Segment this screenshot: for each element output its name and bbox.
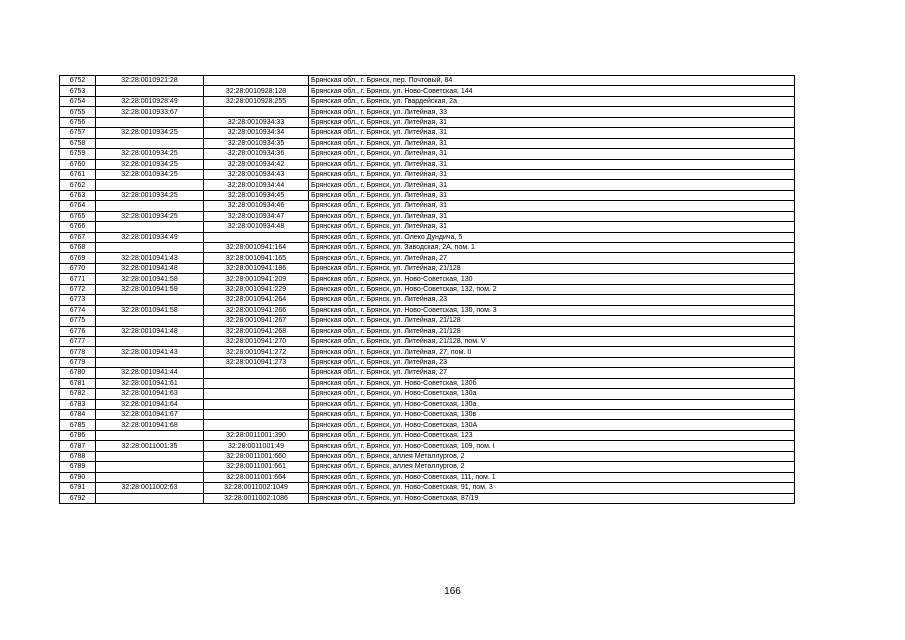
- table-row: [60, 389, 795, 399]
- address-cell: Брянская обл., г. Брянск, ул. Литейная, 23: [309, 357, 795, 367]
- new-cadastral-number-cell: [204, 399, 309, 409]
- new-cadastral-number-cell: 32:28:0010941:186: [204, 263, 309, 273]
- old-cadastral-number-cell: [96, 117, 204, 127]
- row-number-cell: 6785: [60, 420, 96, 430]
- address-cell: Брянская обл., г. Брянск, ул. Литейная, 27: [309, 368, 795, 378]
- address-cell: Брянская обл., г. Брянск, ул. Литейная, 31: [309, 117, 795, 127]
- row-number-cell: 6754: [60, 96, 96, 106]
- table-row: [60, 211, 795, 221]
- records-table-body: [60, 76, 795, 504]
- row-number-cell: 6768: [60, 243, 96, 253]
- new-cadastral-number-cell: 32:28:0010941:229: [204, 284, 309, 294]
- new-cadastral-number-cell: 32:28:0010941:264: [204, 295, 309, 305]
- table-row: [60, 253, 795, 263]
- table-row: [60, 96, 795, 106]
- row-number-cell: 6757: [60, 128, 96, 138]
- row-number-cell: 6788: [60, 451, 96, 461]
- table-row: [60, 159, 795, 169]
- old-cadastral-number-cell: 32:28:0010934:25: [96, 211, 204, 221]
- row-number-cell: 6755: [60, 107, 96, 117]
- old-cadastral-number-cell: [96, 138, 204, 148]
- table-row: [60, 336, 795, 346]
- old-cadastral-number-cell: 32:28:0010941:48: [96, 263, 204, 273]
- address-cell: Брянская обл., г. Брянск, ул. Ново-Советская, 87/19: [309, 493, 795, 503]
- old-cadastral-number-cell: [96, 462, 204, 472]
- address-cell: Брянская обл., г. Брянск, ул. Ново-Советская, 130в: [309, 410, 795, 420]
- new-cadastral-number-cell: [204, 368, 309, 378]
- row-number-cell: 6787: [60, 441, 96, 451]
- old-cadastral-number-cell: [96, 430, 204, 440]
- table-row: [60, 128, 795, 138]
- row-number-cell: 6766: [60, 222, 96, 232]
- old-cadastral-number-cell: 32:28:0010941:59: [96, 284, 204, 294]
- address-cell: Брянская обл., г. Брянск, пер. Почтовый, 84: [309, 76, 795, 86]
- old-cadastral-number-cell: 32:28:0010934:49: [96, 232, 204, 242]
- table-row: [60, 326, 795, 336]
- old-cadastral-number-cell: 32:28:0010934:25: [96, 149, 204, 159]
- row-number-cell: 6765: [60, 211, 96, 221]
- address-cell: Брянская обл., г. Брянск, ул. Литейная, 23: [309, 295, 795, 305]
- table-row: [60, 243, 795, 253]
- old-cadastral-number-cell: [96, 472, 204, 482]
- address-cell: Брянская обл., г. Брянск, ул. Ново-Советская, 130а: [309, 399, 795, 409]
- address-cell: Брянская обл., г. Брянск, ул. Литейная, 31: [309, 201, 795, 211]
- new-cadastral-number-cell: 32:28:0010941:267: [204, 316, 309, 326]
- new-cadastral-number-cell: 32:28:0011001:661: [204, 462, 309, 472]
- new-cadastral-number-cell: 32:28:0010934:34: [204, 128, 309, 138]
- row-number-cell: 6767: [60, 232, 96, 242]
- old-cadastral-number-cell: 32:28:0010933:67: [96, 107, 204, 117]
- old-cadastral-number-cell: 32:28:0010941:67: [96, 410, 204, 420]
- row-number-cell: 6756: [60, 117, 96, 127]
- table-row: [60, 462, 795, 472]
- address-cell: Брянская обл., г. Брянск, ул. Заводская, 2А, пом. 1: [309, 243, 795, 253]
- address-cell: Брянская обл., г. Брянск, ул. Литейная, 21/128: [309, 263, 795, 273]
- new-cadastral-number-cell: 32:28:0011001:664: [204, 472, 309, 482]
- row-number-cell: 6784: [60, 410, 96, 420]
- old-cadastral-number-cell: 32:28:0011001:35: [96, 441, 204, 451]
- old-cadastral-number-cell: 32:28:0010934:25: [96, 169, 204, 179]
- row-number-cell: 6786: [60, 430, 96, 440]
- address-cell: Брянская обл., г. Брянск, ул. Литейная, 31: [309, 169, 795, 179]
- table-row: [60, 76, 795, 86]
- new-cadastral-number-cell: 32:28:0010941:209: [204, 274, 309, 284]
- new-cadastral-number-cell: 32:28:0010934:43: [204, 169, 309, 179]
- row-number-cell: 6769: [60, 253, 96, 263]
- row-number-cell: 6780: [60, 368, 96, 378]
- address-cell: Брянская обл., г. Брянск, ул. Ново-Советская, 130, пом. 3: [309, 305, 795, 315]
- old-cadastral-number-cell: 32:28:0010941:43: [96, 253, 204, 263]
- row-number-cell: 6778: [60, 347, 96, 357]
- page-number: 166: [444, 586, 461, 597]
- row-number-cell: 6759: [60, 149, 96, 159]
- old-cadastral-number-cell: 32:28:0010928:49: [96, 96, 204, 106]
- table-row: [60, 493, 795, 503]
- old-cadastral-number-cell: 32:28:0010941:44: [96, 368, 204, 378]
- table-row: [60, 274, 795, 284]
- row-number-cell: 6792: [60, 493, 96, 503]
- new-cadastral-number-cell: 32:28:0010928:255: [204, 96, 309, 106]
- new-cadastral-number-cell: 32:28:0011001:49: [204, 441, 309, 451]
- row-number-cell: 6760: [60, 159, 96, 169]
- new-cadastral-number-cell: [204, 232, 309, 242]
- old-cadastral-number-cell: 32:28:0010934:25: [96, 190, 204, 200]
- records-table: [59, 75, 795, 504]
- table-row: [60, 357, 795, 367]
- old-cadastral-number-cell: [96, 336, 204, 346]
- old-cadastral-number-cell: [96, 180, 204, 190]
- table-row: [60, 472, 795, 482]
- address-cell: Брянская обл., г. Брянск, ул. Литейная, 31: [309, 159, 795, 169]
- new-cadastral-number-cell: [204, 389, 309, 399]
- row-number-cell: 6791: [60, 483, 96, 493]
- old-cadastral-number-cell: [96, 295, 204, 305]
- new-cadastral-number-cell: 32:28:0010934:46: [204, 201, 309, 211]
- new-cadastral-number-cell: 32:28:0010934:36: [204, 149, 309, 159]
- new-cadastral-number-cell: 32:28:0010941:266: [204, 305, 309, 315]
- new-cadastral-number-cell: 32:28:0011001:660: [204, 451, 309, 461]
- table-row: [60, 410, 795, 420]
- table-row: [60, 305, 795, 315]
- old-cadastral-number-cell: [96, 451, 204, 461]
- new-cadastral-number-cell: 32:28:0010934:45: [204, 190, 309, 200]
- table-row: [60, 284, 795, 294]
- new-cadastral-number-cell: [204, 410, 309, 420]
- new-cadastral-number-cell: [204, 107, 309, 117]
- address-cell: Брянская обл., г. Брянск, ул. Ново-Советская, 109, пом. I: [309, 441, 795, 451]
- address-cell: Брянская обл., г. Брянск, ул. Литейная, 31: [309, 149, 795, 159]
- table-row: [60, 169, 795, 179]
- row-number-cell: 6774: [60, 305, 96, 315]
- old-cadastral-number-cell: 32:28:0010921:28: [96, 76, 204, 86]
- old-cadastral-number-cell: 32:28:0010941:58: [96, 305, 204, 315]
- address-cell: Брянская обл., г. Брянск, ул. Ново-Советская, 130: [309, 274, 795, 284]
- address-cell: Брянская обл., г. Брянск, ул. Литейная, 21/128: [309, 316, 795, 326]
- old-cadastral-number-cell: 32:28:0010941:64: [96, 399, 204, 409]
- table-row: [60, 368, 795, 378]
- new-cadastral-number-cell: 32:28:0010941:273: [204, 357, 309, 367]
- new-cadastral-number-cell: 32:28:0010928:128: [204, 86, 309, 96]
- new-cadastral-number-cell: 32:28:0010941:164: [204, 243, 309, 253]
- new-cadastral-number-cell: 32:28:0010941:165: [204, 253, 309, 263]
- address-cell: Брянская обл., г. Брянск, ул. Ново-Советская, 123: [309, 430, 795, 440]
- row-number-cell: 6773: [60, 295, 96, 305]
- old-cadastral-number-cell: 32:28:0010941:43: [96, 347, 204, 357]
- row-number-cell: 6752: [60, 76, 96, 86]
- old-cadastral-number-cell: 32:28:0010941:68: [96, 420, 204, 430]
- row-number-cell: 6781: [60, 378, 96, 388]
- row-number-cell: 6758: [60, 138, 96, 148]
- new-cadastral-number-cell: 32:28:0010934:48: [204, 222, 309, 232]
- new-cadastral-number-cell: 32:28:0010934:44: [204, 180, 309, 190]
- row-number-cell: 6777: [60, 336, 96, 346]
- new-cadastral-number-cell: 32:28:0010934:42: [204, 159, 309, 169]
- row-number-cell: 6770: [60, 263, 96, 273]
- address-cell: Брянская обл., г. Брянск, ул. Ново-Советская, 144: [309, 86, 795, 96]
- row-number-cell: 6772: [60, 284, 96, 294]
- row-number-cell: 6779: [60, 357, 96, 367]
- old-cadastral-number-cell: [96, 493, 204, 503]
- old-cadastral-number-cell: [96, 86, 204, 96]
- row-number-cell: 6790: [60, 472, 96, 482]
- old-cadastral-number-cell: 32:28:0010941:48: [96, 326, 204, 336]
- table-row: [60, 451, 795, 461]
- row-number-cell: 6782: [60, 389, 96, 399]
- address-cell: Брянская обл., г. Брянск, ул. Ново-Советская, 91, пом. 3: [309, 483, 795, 493]
- new-cadastral-number-cell: 32:28:0010941:272: [204, 347, 309, 357]
- address-cell: Брянская обл., г. Брянск, ул. Литейная, 31: [309, 128, 795, 138]
- new-cadastral-number-cell: 32:28:0011002:1049: [204, 483, 309, 493]
- old-cadastral-number-cell: 32:28:0010941:61: [96, 378, 204, 388]
- new-cadastral-number-cell: 32:28:0010934:47: [204, 211, 309, 221]
- table-row: [60, 441, 795, 451]
- table-row: [60, 201, 795, 211]
- address-cell: Брянская обл., г. Брянск, ул. Ново-Советская, 132, пом. 2: [309, 284, 795, 294]
- table-row: [60, 399, 795, 409]
- new-cadastral-number-cell: 32:28:0011001:390: [204, 430, 309, 440]
- table-row: [60, 263, 795, 273]
- table-row: [60, 232, 795, 242]
- row-number-cell: 6771: [60, 274, 96, 284]
- address-cell: Брянская обл., г. Брянск, ул. Литейная, 21/128: [309, 326, 795, 336]
- new-cadastral-number-cell: [204, 378, 309, 388]
- address-cell: Брянская обл., г. Брянск, ул. Литейная, 21/128, пом. V: [309, 336, 795, 346]
- row-number-cell: 6764: [60, 201, 96, 211]
- table-row: [60, 430, 795, 440]
- address-cell: Брянская обл., г. Брянск, ул. Ново-Советская, 130а: [309, 389, 795, 399]
- address-cell: Брянская обл., г. Брянск, ул. Гвардейская, 2а: [309, 96, 795, 106]
- address-cell: Брянская обл., г. Брянск, аллея Металлургов, 2: [309, 451, 795, 461]
- old-cadastral-number-cell: [96, 222, 204, 232]
- row-number-cell: 6761: [60, 169, 96, 179]
- row-number-cell: 6762: [60, 180, 96, 190]
- address-cell: Брянская обл., г. Брянск, ул. Литейная, 33: [309, 107, 795, 117]
- new-cadastral-number-cell: [204, 420, 309, 430]
- row-number-cell: 6775: [60, 316, 96, 326]
- table-row: [60, 180, 795, 190]
- old-cadastral-number-cell: [96, 316, 204, 326]
- table-row: [60, 190, 795, 200]
- old-cadastral-number-cell: 32:28:0010941:63: [96, 389, 204, 399]
- old-cadastral-number-cell: [96, 201, 204, 211]
- address-cell: Брянская обл., г. Брянск, ул. Литейная, 31: [309, 180, 795, 190]
- new-cadastral-number-cell: 32:28:0010934:35: [204, 138, 309, 148]
- row-number-cell: 6783: [60, 399, 96, 409]
- table-row: [60, 483, 795, 493]
- old-cadastral-number-cell: 32:28:0010941:58: [96, 274, 204, 284]
- address-cell: Брянская обл., г. Брянск, ул. Ново-Советская, 130б: [309, 378, 795, 388]
- old-cadastral-number-cell: [96, 357, 204, 367]
- table-row: [60, 86, 795, 96]
- old-cadastral-number-cell: 32:28:0011002:63: [96, 483, 204, 493]
- address-cell: Брянская обл., г. Брянск, ул. Литейная, 31: [309, 211, 795, 221]
- table-row: [60, 347, 795, 357]
- address-cell: Брянская обл., г. Брянск, ул. Литейная, 31: [309, 190, 795, 200]
- table-row: [60, 107, 795, 117]
- address-cell: Брянская обл., г. Брянск, аллея Металлургов, 2: [309, 462, 795, 472]
- table-row: [60, 149, 795, 159]
- table-row: [60, 295, 795, 305]
- new-cadastral-number-cell: 32:28:0011002:1086: [204, 493, 309, 503]
- old-cadastral-number-cell: 32:28:0010934:25: [96, 159, 204, 169]
- old-cadastral-number-cell: [96, 243, 204, 253]
- new-cadastral-number-cell: 32:28:0010934:33: [204, 117, 309, 127]
- table-row: [60, 138, 795, 148]
- table-row: [60, 117, 795, 127]
- table-row: [60, 222, 795, 232]
- address-cell: Брянская обл., г. Брянск, ул. Литейная, 31: [309, 222, 795, 232]
- table-row: [60, 420, 795, 430]
- table-row: [60, 378, 795, 388]
- row-number-cell: 6789: [60, 462, 96, 472]
- address-cell: Брянская обл., г. Брянск, ул. Ново-Советская, 111, пом. 1: [309, 472, 795, 482]
- new-cadastral-number-cell: 32:28:0010941:270: [204, 336, 309, 346]
- address-cell: Брянская обл., г. Брянск, ул. Литейная, 31: [309, 138, 795, 148]
- row-number-cell: 6763: [60, 190, 96, 200]
- row-number-cell: 6776: [60, 326, 96, 336]
- address-cell: Брянская обл., г. Брянск, ул. Ново-Советская, 130А: [309, 420, 795, 430]
- new-cadastral-number-cell: [204, 76, 309, 86]
- address-cell: Брянская обл., г. Брянск, ул. Литейная, 27, пом. II: [309, 347, 795, 357]
- new-cadastral-number-cell: 32:28:0010941:268: [204, 326, 309, 336]
- table-row: [60, 316, 795, 326]
- address-cell: Брянская обл., г. Брянск, ул. Олеко Дундича, 5: [309, 232, 795, 242]
- old-cadastral-number-cell: 32:28:0010934:25: [96, 128, 204, 138]
- address-cell: Брянская обл., г. Брянск, ул. Литейная, 27: [309, 253, 795, 263]
- row-number-cell: 6753: [60, 86, 96, 96]
